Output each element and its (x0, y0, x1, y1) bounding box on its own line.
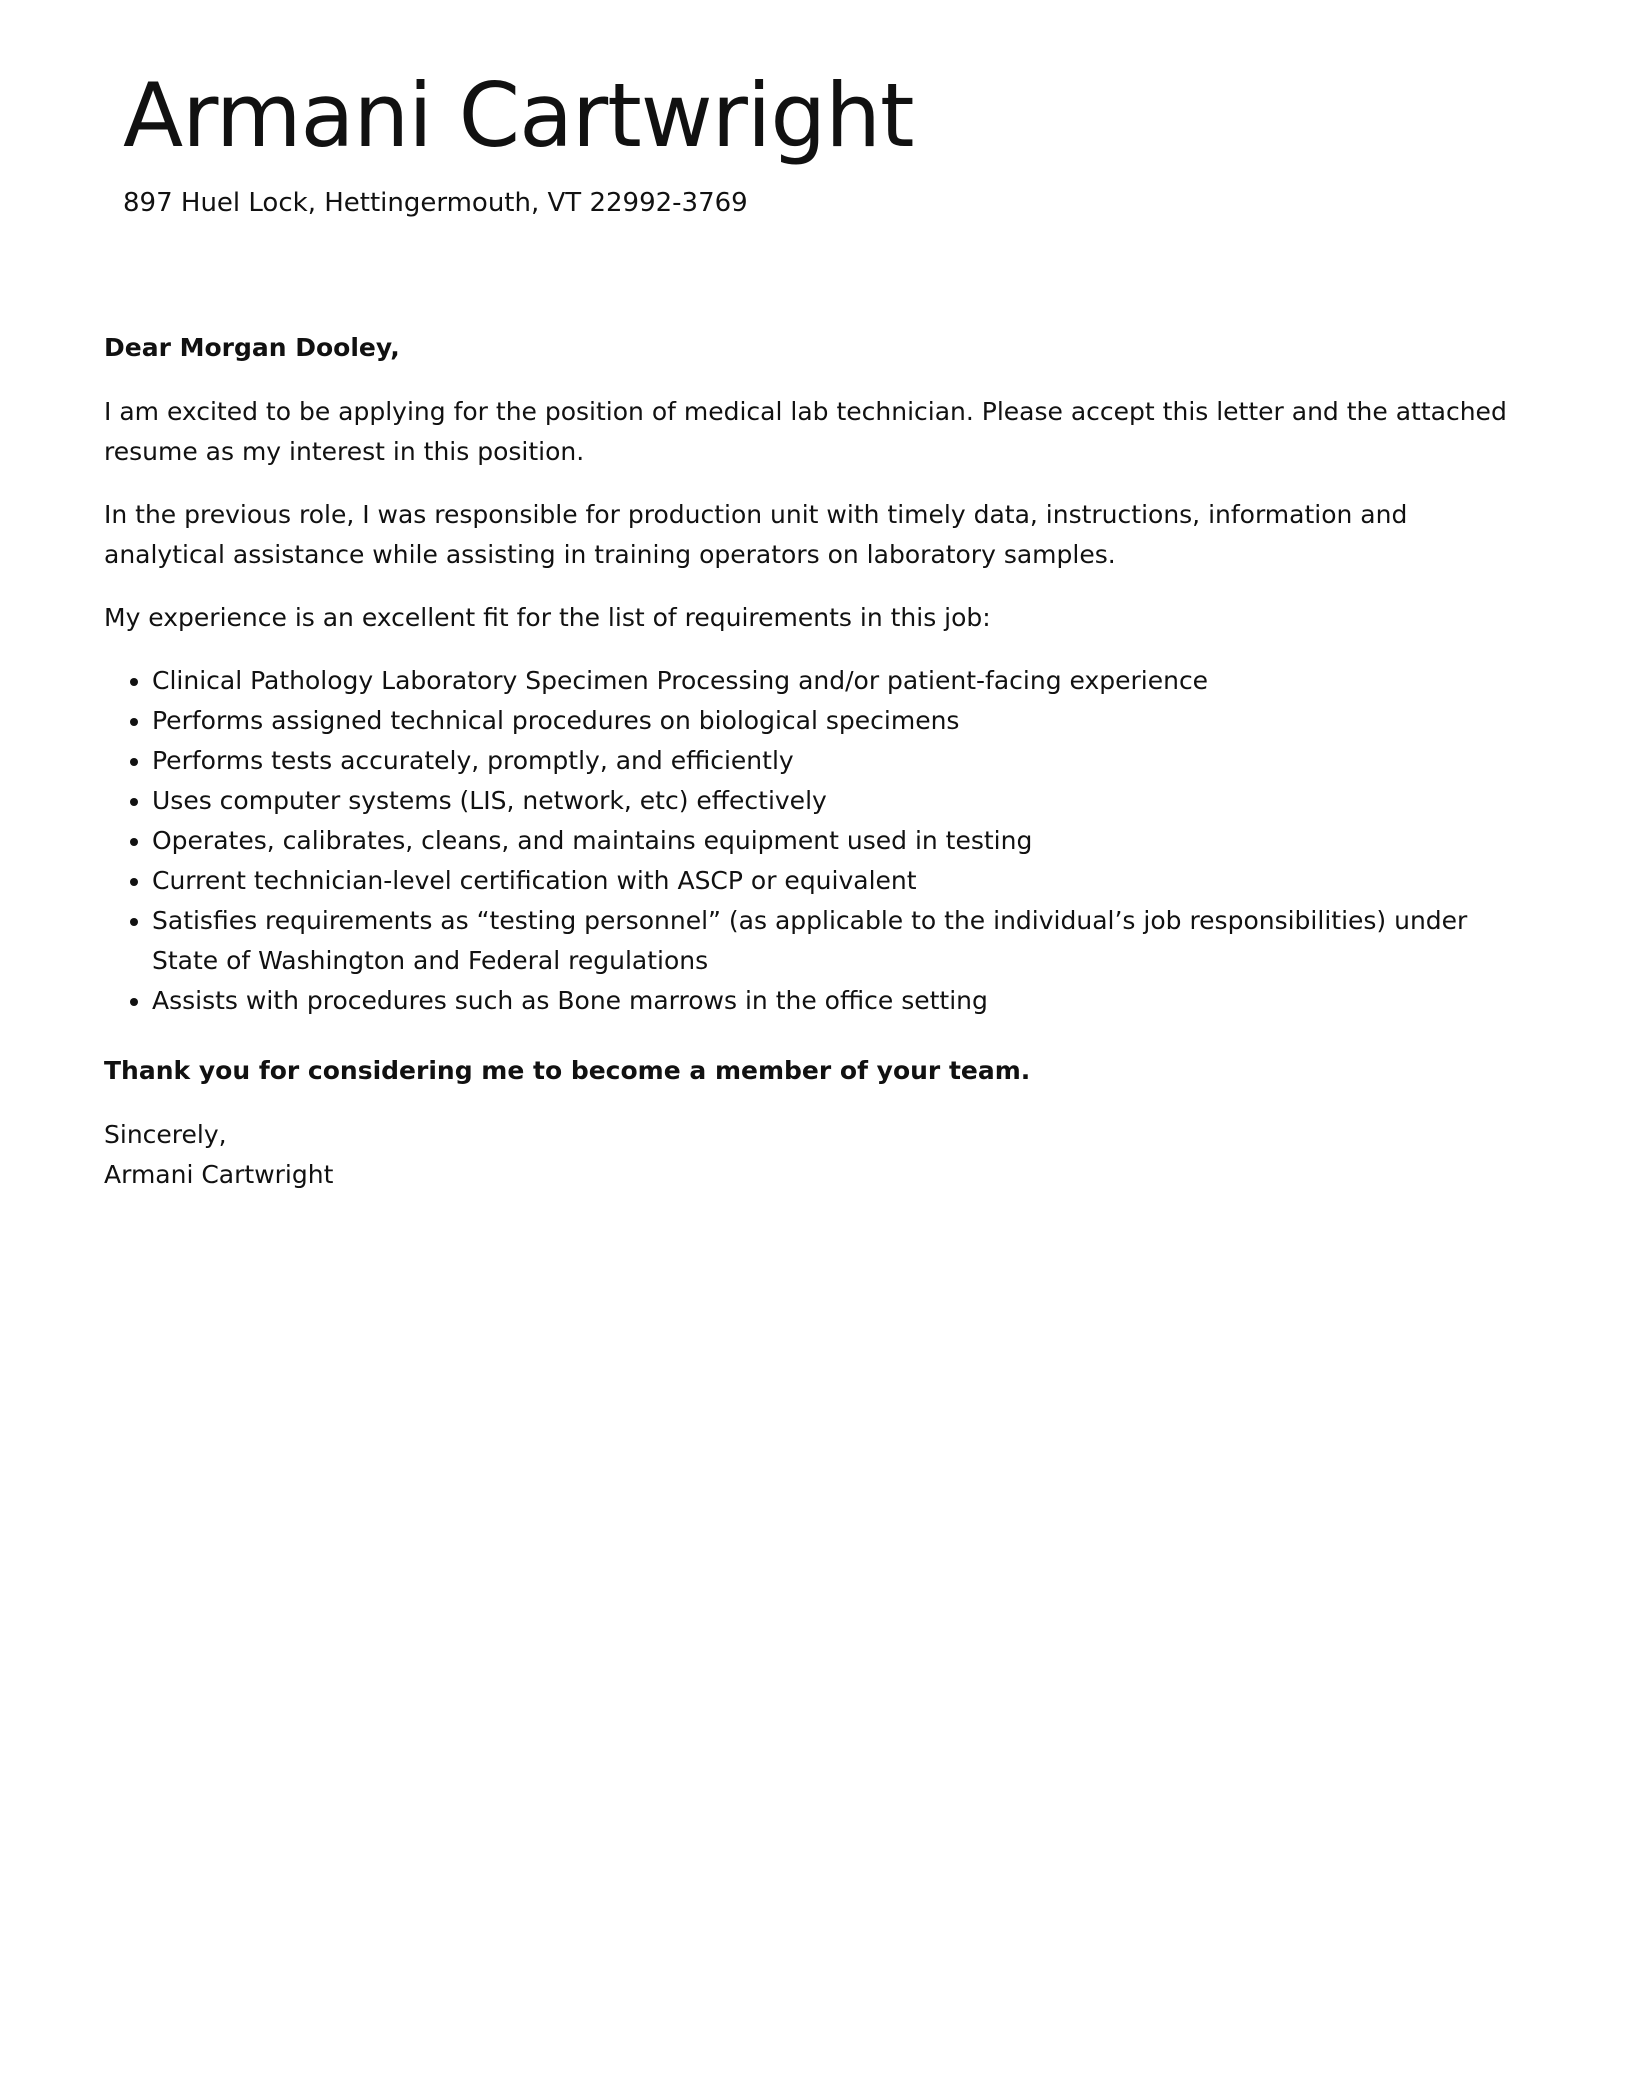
signature-name: Armani Cartwright (104, 1160, 334, 1189)
requirements-list (104, 661, 1528, 1021)
paragraph-intro: I am excited to be applying for the position of medical lab technician. Please accept this letter and the attached resume as my interest in this position. (104, 397, 1507, 466)
list-item: • Current technician-level certification with ASCP or equivalent (152, 861, 1528, 901)
closing-thanks: Thank you for considering me to become a member of your team. (104, 1056, 1031, 1085)
list-item: • Satisfies requirements as “testing personnel” (as applicable to the individual’s job responsibilities) under State of Washington and Federal regulations (152, 901, 1528, 981)
letter-body (104, 328, 1528, 1195)
salutation: Dear Morgan Dooley, (104, 333, 400, 362)
paragraph-requirements-lead: My experience is an excellent fit for the list of requirements in this job: (104, 603, 991, 632)
sender-name: Armani Cartwright (123, 64, 914, 167)
list-item: • Operates, calibrates, cleans, and maintains equipment used in testing (152, 821, 1528, 861)
letter-header (123, 64, 1503, 220)
closing: Sincerely, (104, 1120, 227, 1149)
list-item: • Performs tests accurately, promptly, and efficiently (152, 741, 1528, 781)
list-item: • Uses computer systems (LIS, network, etc) effectively (152, 781, 1528, 821)
list-item: • Assists with procedures such as Bone marrows in the office setting (152, 981, 1528, 1021)
list-item: • Clinical Pathology Laboratory Specimen Processing and/or patient-facing experience (152, 661, 1528, 701)
sender-address: 897 Huel Lock, Hettingermouth, VT 22992-3769 (123, 188, 748, 219)
list-item: • Performs assigned technical procedures on biological specimens (152, 701, 1528, 741)
paragraph-experience: In the previous role, I was responsible for production unit with timely data, instructions, information and analytical assistance while assisting in training operators on laboratory samples. (104, 500, 1408, 569)
